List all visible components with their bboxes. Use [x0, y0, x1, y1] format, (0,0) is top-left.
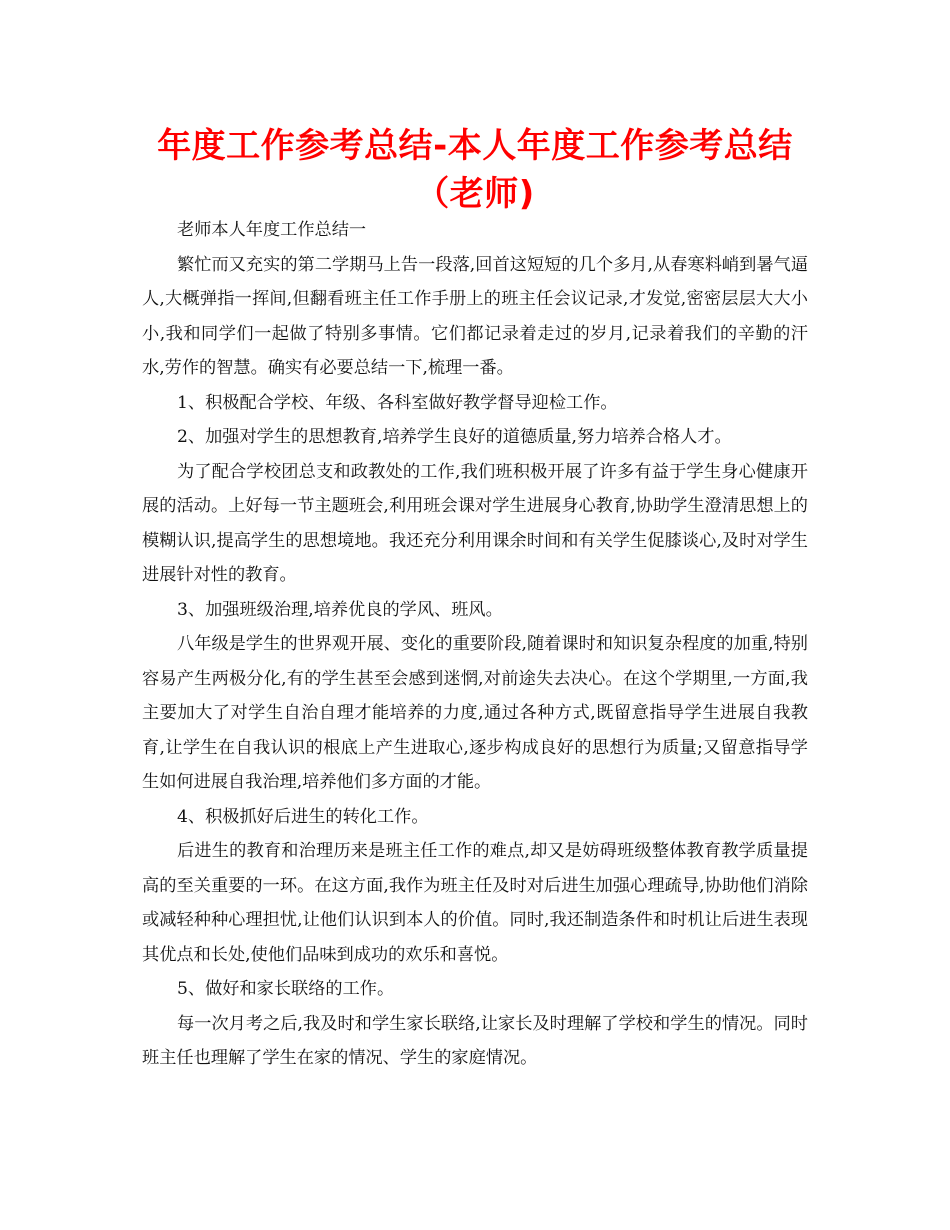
- body-paragraph: 后进生的教育和治理历来是班主任工作的难点,却又是妨碍班级整体教育教学质量提高的至关重要的一环。在这方面,我作为班主任及时对后进生加强心理疏导,协助他们消除或减轻种种心理担忧,让他们认识到本人的价值。同时,我还制造条件和时机让后进生表现其优点和长处,使他们品味到成功的欢乐和喜悦。: [142, 841, 808, 965]
- body-paragraph: 八年级是学生的世界观开展、变化的重要阶段,随着课时和知识复杂程度的加重,特别容易产生两极分化,有的学生甚至会感到迷惘,对前途失去决心。在这个学期里,一方面,我主要加大了对学生自治自理才能培养的力度,通过各种方式,既留意指导学生进展自我教育,让学生在自我认识的根底上产生进取心,逐步构成良好的思想行为质量;又留意指导学生如何进展自我治理,培养他们多方面的才能。: [142, 634, 808, 792]
- list-item-heading: 2、加强对学生的思想教育,培养学生良好的道德质量,努力培养合格人才。: [177, 427, 732, 447]
- list-item-heading: 5、做好和家长联络的工作。: [177, 979, 395, 999]
- document-body: [142, 213, 808, 1076]
- document-title: 年度工作参考总结-本人年度工作参考总结（老师): [157, 126, 793, 214]
- list-item-heading: 4、积极抓好后进生的转化工作。: [177, 806, 429, 827]
- body-paragraph: 为了配合学校团总支和政教处的工作,我们班积极开展了许多有益于学生身心健康开展的活动。上好每一节主题班会,利用班会课对学生进展身心教育,协助学生澄清思想上的模糊认识,提高学生的思想境地。我还充分利用课余时间和有关学生促膝谈心,及时对学生进展针对性的教育。: [142, 461, 808, 585]
- list-item-heading: 3、加强班级治理,培养优良的学风、班风。: [177, 599, 503, 620]
- body-paragraph: 繁忙而又充实的第二学期马上告一段落,回首这短短的几个多月,从春寒料峭到暑气逼人,大概弹指一挥间,但翻看班主任工作手册上的班主任会议记录,才发觉,密密层层大大小小,我和同学们一起做了特别多事情。它们都记录着走过的岁月,记录着我们的辛勤的汗水,劳作的智慧。确实有必要总结一下,梳理一番。: [142, 254, 808, 378]
- body-paragraph: 每一次月考之后,我及时和学生家长联络,让家长及时理解了学校和学生的情况。同时班主任也理解了学生在家的情况、学生的家庭情况。: [142, 1013, 808, 1068]
- list-item-heading: 1、积极配合学校、年级、各科室做好教学督导迎检工作。: [177, 392, 618, 413]
- section-heading: 老师本人年度工作总结一: [177, 220, 367, 240]
